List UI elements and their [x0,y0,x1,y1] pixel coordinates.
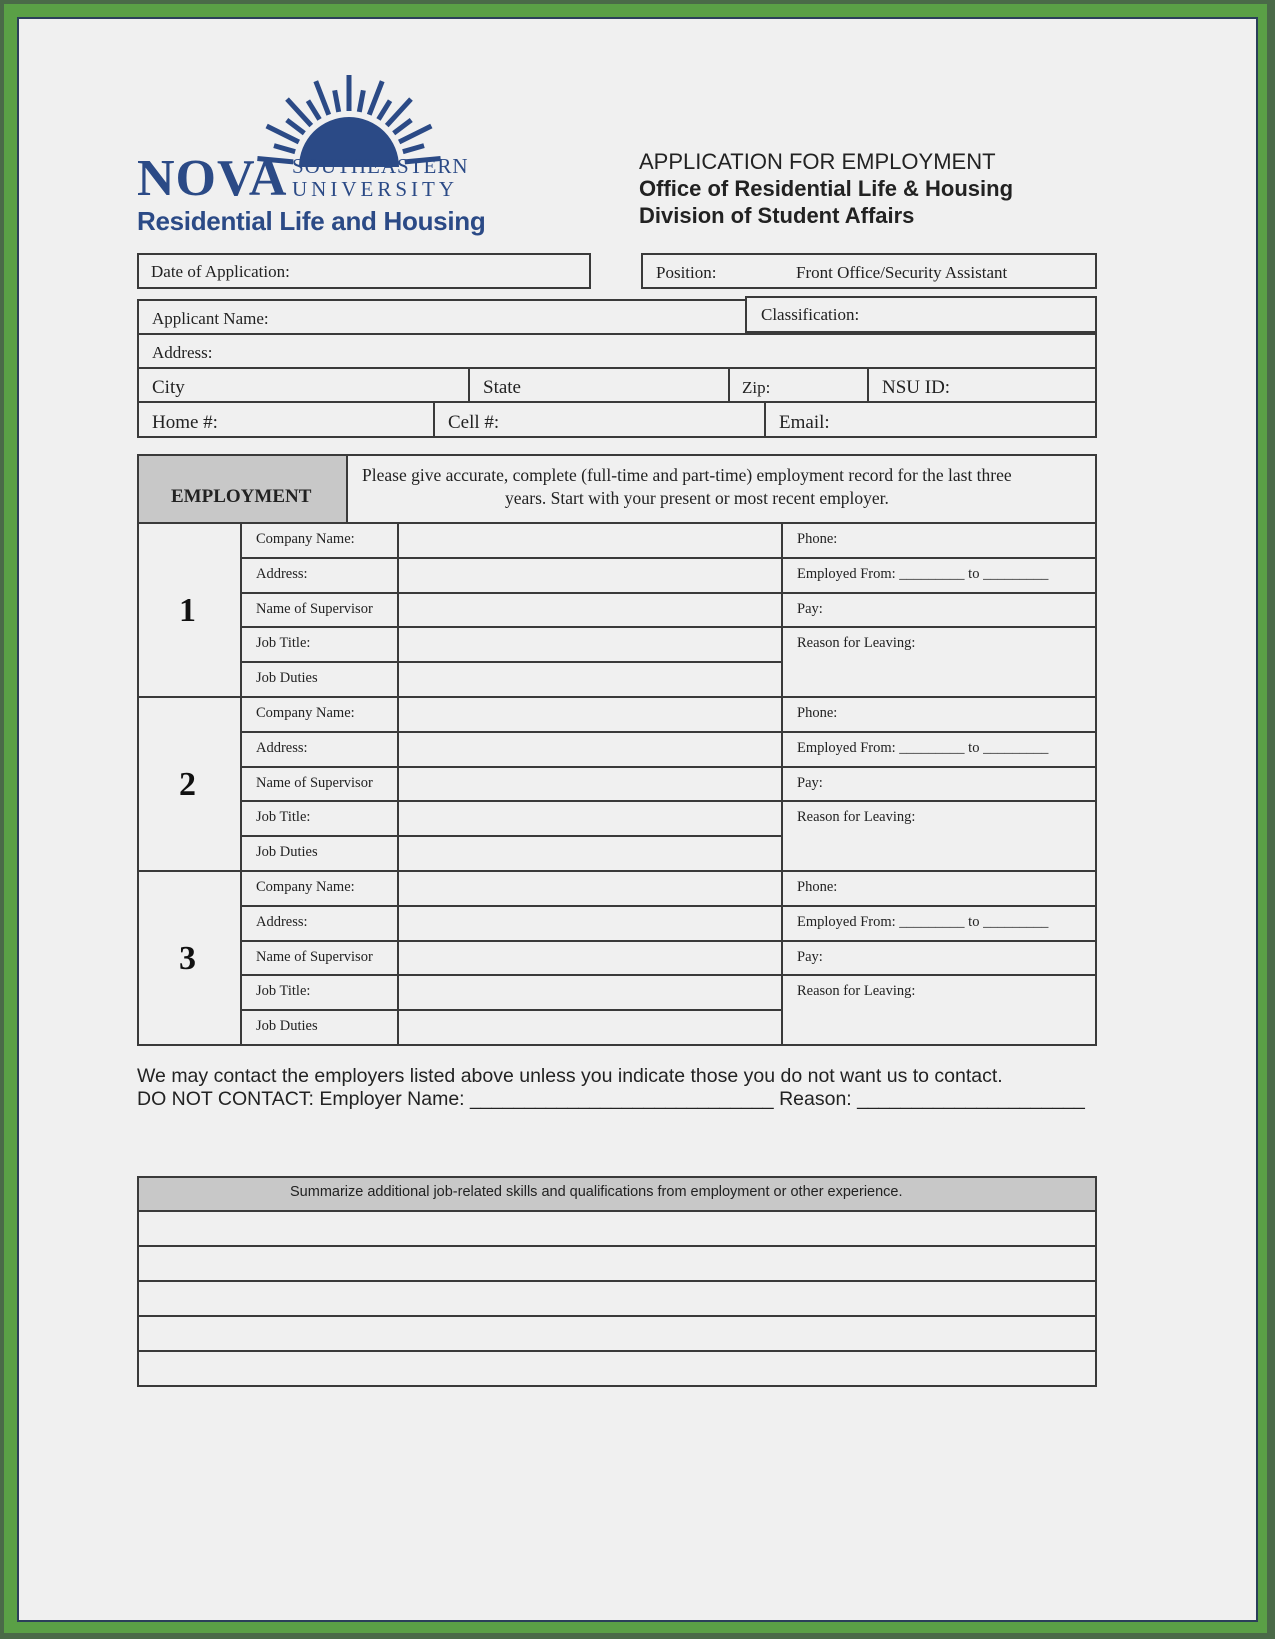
employment-supervisor-label: Name of Supervisor [256,600,373,617]
application-page [17,17,1258,1622]
employment-job-title-input[interactable] [397,800,783,837]
employment-job-duties-label: Job Duties [256,670,318,687]
employment-address-label: Address: [256,739,308,756]
employment-employed-from-label: Employed From: _________ to _________ [797,565,1049,582]
employment-employed-from-label: Employed From: _________ to _________ [797,913,1049,930]
employment-company-label: Company Name: [256,879,355,895]
sunburst-ray [308,101,320,120]
employment-job-title-input[interactable] [397,626,783,663]
position-label: Position: [656,263,717,282]
employment-instructions-line1: Please give accurate, complete (full-time and part-time) employment record for the last three [362,465,1012,485]
employment-instructions-line2: years. Start with your present or most recent employer. [505,488,889,508]
summary-line[interactable] [137,1315,1097,1352]
home-phone-label: Home #: [152,412,218,433]
employment-entry-number: 1 [179,592,196,629]
employment-entry-number: 2 [179,766,196,803]
employment-company-label: Company Name: [256,531,355,547]
contact-notice: We may contact the employers listed above unless you indicate those you do not want us to contact. [137,1065,1003,1087]
employment-address-input[interactable] [397,557,783,594]
logo-department: Residential Life and Housing [137,206,486,236]
employment-job-duties-input[interactable] [397,661,783,698]
email-label: Email: [779,412,830,433]
employment-phone-label: Phone: [797,879,838,895]
employment-reason-label: Reason for Leaving: [797,809,916,826]
division-name: Division of Student Affairs [639,203,915,228]
city-label: City [152,377,185,398]
employment-job-duties-input[interactable] [397,1009,783,1046]
sunburst-ray [287,120,305,133]
employment-pay-field[interactable] [781,766,1097,803]
employment-pay-label: Pay: [797,948,823,965]
employment-company-input[interactable] [397,870,783,907]
employment-reason-label: Reason for Leaving: [797,983,916,1000]
zip-label: Zip: [742,378,771,397]
employment-job-duties-input[interactable] [397,835,783,872]
address-label: Address: [152,343,213,362]
logo-nova: NOVA [137,150,288,207]
sunburst-ray [403,146,424,152]
summary-line[interactable] [137,1350,1097,1387]
summary-line[interactable] [137,1210,1097,1247]
employment-job-title-label: Job Title: [256,809,311,826]
employment-pay-label: Pay: [797,774,823,791]
logo-southeastern: SOUTHEASTERN [292,154,469,178]
employment-address-label: Address: [256,913,308,930]
sunburst-ray [359,90,363,112]
employment-heading: EMPLOYMENT [171,486,312,507]
do-not-contact-line: DO NOT CONTACT: Employer Name: ____________________________ Reason: _____________________ [137,1088,1085,1110]
sunburst-ray [316,81,329,115]
applicant-name-label: Applicant Name: [152,309,269,328]
employment-company-label: Company Name: [256,705,355,721]
date-of-application-label: Date of Application: [151,262,290,281]
employment-address-label: Address: [256,565,308,582]
employment-phone-label: Phone: [797,705,838,721]
employment-reason-label: Reason for Leaving: [797,635,916,652]
employment-employed-from-label: Employed From: _________ to _________ [797,739,1049,756]
office-name: Office of Residential Life & Housing [639,176,1014,201]
employment-address-input[interactable] [397,905,783,942]
city-field[interactable] [137,367,470,403]
employment-job-title-label: Job Title: [256,983,311,1000]
sunburst-ray [335,90,339,112]
summary-heading: Summarize additional job-related skills and qualifications from employment or other experience. [290,1184,903,1200]
position-value: Front Office/Security Assistant [796,263,1008,282]
employment-supervisor-input[interactable] [397,766,783,803]
sunburst-ray [369,81,382,115]
address-field[interactable] [137,333,1097,369]
employment-address-input[interactable] [397,731,783,768]
employment-supervisor-label: Name of Supervisor [256,948,373,965]
employment-supervisor-label: Name of Supervisor [256,774,373,791]
classification-label: Classification: [761,305,860,324]
logo-university: UNIVERSITY [292,177,458,201]
employment-supervisor-input[interactable] [397,940,783,977]
summary-line[interactable] [137,1245,1097,1282]
employment-job-duties-label: Job Duties [256,1018,318,1035]
employment-entry-number: 3 [179,940,196,977]
employment-supervisor-input[interactable] [397,592,783,629]
employment-job-title-label: Job Title: [256,635,311,652]
employment-pay-label: Pay: [797,600,823,617]
cell-phone-label: Cell #: [448,412,500,433]
employment-pay-field[interactable] [781,592,1097,629]
sunburst-ray [394,120,412,133]
employment-job-title-input[interactable] [397,974,783,1011]
employment-pay-field[interactable] [781,940,1097,977]
employment-job-duties-label: Job Duties [256,844,318,861]
employment-phone-label: Phone: [797,531,838,547]
form-title: APPLICATION FOR EMPLOYMENT [639,149,996,174]
summary-line[interactable] [137,1280,1097,1317]
nsu-id-label: NSU ID: [882,377,951,398]
employment-company-input[interactable] [397,696,783,733]
employment-company-input[interactable] [397,522,783,559]
sunburst-ray [378,101,390,120]
state-label: State [483,377,521,398]
